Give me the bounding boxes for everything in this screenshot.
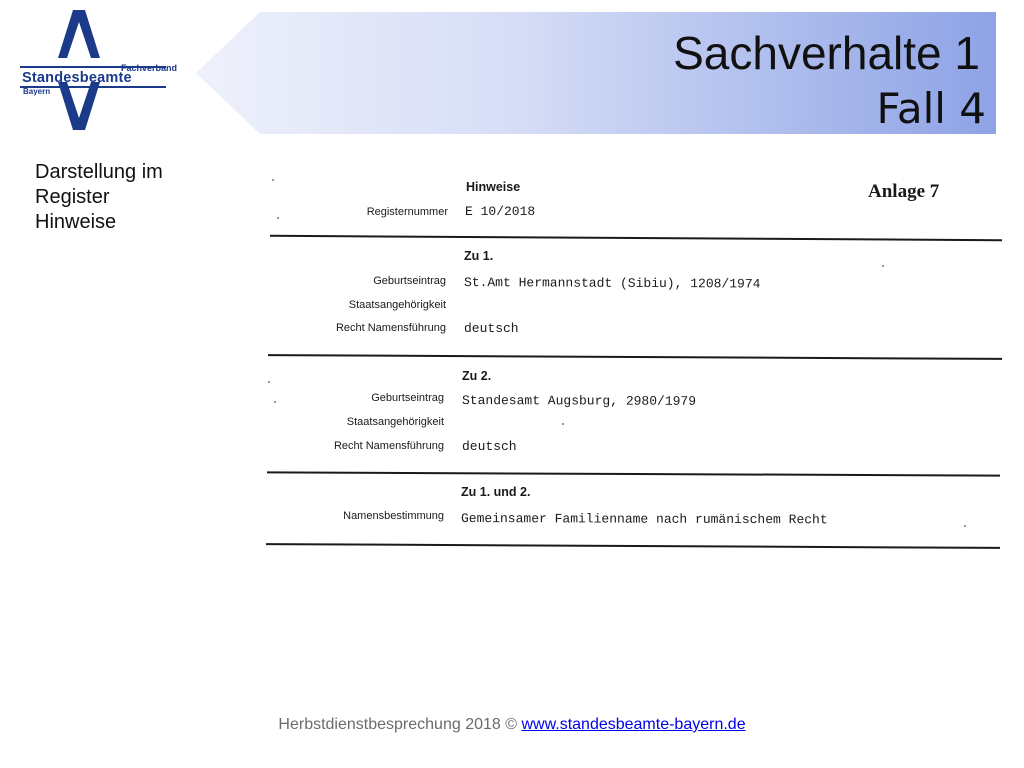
section-2-birth-entry-label: Geburtseintrag [371,392,444,404]
section-2-name-law-label: Recht Namensführung [333,440,444,452]
section-3-title: Zu 1. und 2. [461,485,531,499]
logo-text-fachverband: Fachverband [121,63,178,73]
divider-line [268,354,1002,360]
document-heading: Hinweise [466,180,521,194]
section-1-birth-entry-label: Geburtseintrag [373,275,446,287]
scan-speck [562,423,564,425]
section-1-title: Zu 1. [464,249,494,263]
footer-text: Herbstdienstbesprechung 2018 © [278,716,518,733]
register-document-scan [262,165,1012,565]
title-banner [196,12,996,134]
section-1-name-law-label: Recht Namensführung [335,322,446,334]
scan-speck [964,525,966,527]
footer-website-link[interactable]: www.standesbeamte-bayern.de [521,716,746,733]
register-number-value: E 10/2018 [465,204,536,219]
page-title: Sachverhalte 1 [673,27,980,79]
side-label [35,160,205,235]
scan-speck [277,217,279,219]
register-number-label: Registernummer [366,206,448,218]
annex-label: Anlage 7 [868,181,940,202]
section-1-name-law-value: deutsch [464,321,519,336]
section-1-nationality-label: Staatsangehörigkeit [348,299,446,311]
section-2-title: Zu 2. [462,369,492,383]
divider-line [267,471,1000,476]
page-subtitle: Fall 4 [876,84,986,133]
section-1-birth-entry-value: St.Amt Hermannstadt (Sibiu), 1208/1974 [463,275,761,292]
logo-text-standesbeamte: Standesbeamte [22,70,132,86]
fachverband-logo [18,8,178,132]
scan-speck [274,401,276,403]
scan-speck [272,179,274,181]
section-2-nationality-label: Staatsangehörigkeit [346,416,444,428]
section-2-name-law-value: deutsch [462,439,517,454]
divider-line [270,235,1002,241]
section-2-birth-entry-value: Standesamt Augsburg, 2980/1979 [461,393,697,409]
scan-speck [268,381,270,383]
name-determination-label: Namensbestimmung [343,510,444,522]
logo-text-bayern: Bayern [23,87,51,96]
footer [0,716,1024,734]
side-label-line-2: Register [35,186,110,208]
side-label-line-3: Hinweise [35,211,117,233]
side-label-line-1: Darstellung im [35,161,163,183]
divider-line [266,543,1000,549]
name-determination-value: Gemeinsamer Familienname nach rumänischem Recht [460,511,828,528]
scan-speck [882,265,884,267]
